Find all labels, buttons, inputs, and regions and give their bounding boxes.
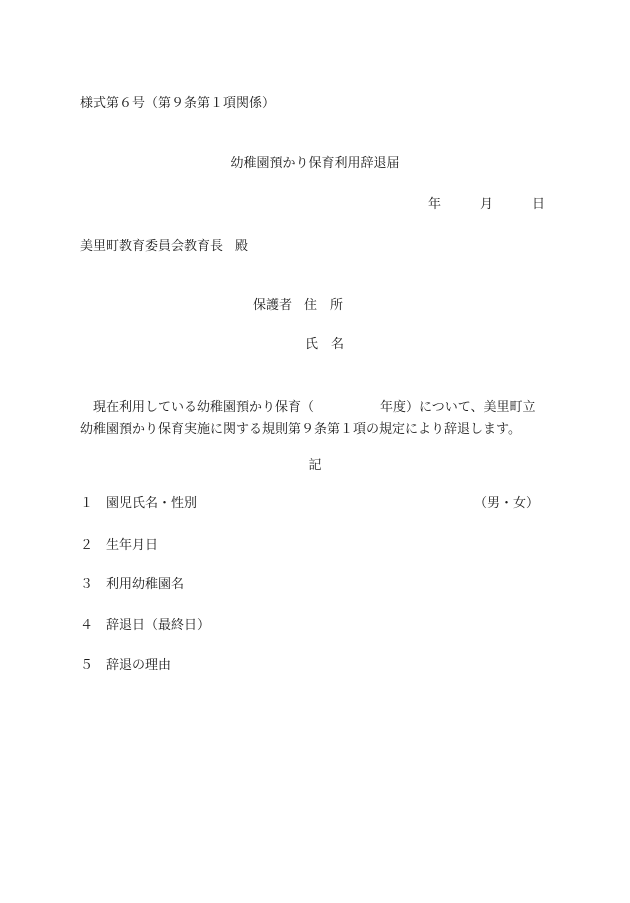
gender-option: （男・女）	[474, 496, 540, 511]
item-number: ４	[80, 618, 94, 633]
item-label: 利用幼稚園名	[106, 577, 185, 592]
body-line-2: 幼稚園預かり保育実施に関する規則第９条第１項の規定により辞退します。	[80, 422, 521, 437]
list-item	[80, 578, 184, 591]
addressee-name: 美里町教育委員会教育長	[80, 239, 224, 254]
guardian-label: 保護者	[253, 298, 293, 313]
item-label: 辞退日（最終日）	[106, 618, 211, 633]
item-number: ５	[80, 658, 94, 673]
date-year-label: 年	[428, 197, 442, 212]
body-line-1-start: 現在利用している幼稚園預かり保育（	[93, 400, 315, 415]
item-label: 生年月日	[106, 538, 159, 553]
addressee	[80, 240, 248, 253]
body-line-1-end: 年度）について、美里町立	[380, 400, 536, 415]
item-number: ２	[80, 538, 94, 553]
document-title: 幼稚園預かり保育利用辞退届	[230, 156, 400, 171]
item-number: １	[80, 496, 94, 511]
guardian-address-label: 住 所	[304, 298, 344, 313]
body-line-1	[80, 397, 536, 419]
item-label: 園児氏名・性別	[106, 496, 198, 511]
body-paragraph	[80, 397, 536, 441]
item-number: ３	[80, 577, 94, 592]
ki-heading: 記	[308, 458, 322, 473]
list-item	[80, 539, 158, 552]
form-number: 様式第６号（第９条第１項関係）	[80, 96, 276, 111]
addressee-honorific: 殿	[235, 239, 249, 254]
guardian-address-row	[253, 299, 343, 312]
guardian-name-label: 氏 名	[305, 337, 345, 352]
list-item	[80, 619, 210, 632]
date-day-label: 日	[532, 197, 546, 212]
list-item	[80, 659, 171, 672]
date-line	[428, 198, 545, 211]
list-item	[80, 497, 197, 510]
item-label: 辞退の理由	[106, 658, 172, 673]
date-month-label: 月	[480, 197, 494, 212]
